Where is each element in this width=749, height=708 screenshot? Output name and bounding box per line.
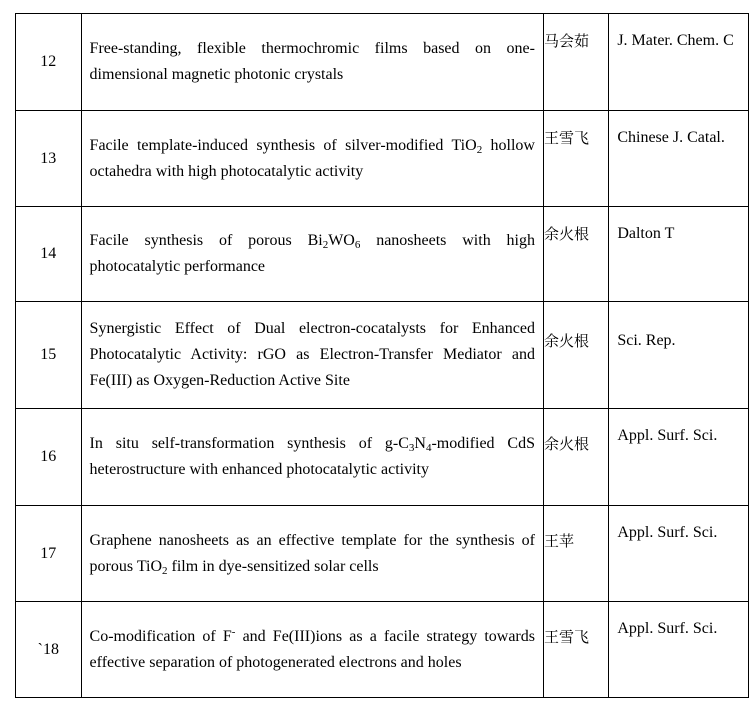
row-number: 12	[16, 14, 82, 111]
subscript: 4	[425, 442, 432, 454]
paper-title	[81, 602, 543, 698]
title-segment: N	[414, 435, 426, 452]
table-row	[16, 602, 749, 698]
table-row	[16, 14, 749, 111]
paper-title	[81, 207, 543, 302]
title-segment: Co-modification of F	[89, 627, 232, 645]
row-number: 17	[16, 506, 82, 602]
author-name	[543, 409, 608, 506]
journal-name	[609, 602, 749, 698]
journal-name	[609, 207, 749, 302]
subscript: 2	[162, 564, 168, 577]
title-segment: nanosheets with high photocatalytic performance	[89, 232, 535, 275]
title-segment: and Fe(III)ions as a facile strategy towards effective separation of photogenerated electrons and holes	[89, 627, 535, 671]
paper-title-text	[90, 133, 535, 185]
table-row	[16, 207, 749, 302]
journal-name	[609, 111, 749, 207]
paper-title	[81, 409, 543, 506]
row-number: 16	[16, 409, 82, 506]
row-number: 13	[16, 111, 82, 207]
title-segment: WO	[328, 232, 355, 249]
author-name	[543, 207, 608, 302]
journal-name-text: Dalton T	[617, 225, 675, 242]
paper-title	[81, 302, 543, 409]
journal-name-text: Sci. Rep.	[617, 332, 676, 349]
paper-title-text	[90, 228, 535, 280]
author-name-text: 余火根	[543, 332, 589, 350]
subscript: 2	[322, 239, 329, 251]
subscript: 3	[408, 442, 415, 454]
author-name-text: 余火根	[543, 225, 589, 243]
paper-title-text	[90, 528, 535, 580]
superscript: -	[231, 625, 236, 638]
journal-name-text: Chinese J. Catal.	[617, 129, 725, 146]
author-name-text: 王雪飞	[543, 628, 589, 646]
author-name	[543, 506, 608, 602]
title-segment: hollow octahedra with high photocatalytic activity	[89, 136, 535, 180]
journal-name	[609, 409, 749, 506]
title-segment: -modified CdS heterostructure with enhanced photocatalytic activity	[89, 435, 535, 478]
paper-title-text	[90, 624, 535, 676]
table-row	[16, 409, 749, 506]
publication-table	[15, 13, 749, 698]
author-name	[543, 111, 608, 207]
journal-name-text: Appl. Surf. Sci.	[617, 524, 718, 541]
author-name	[543, 602, 608, 698]
row-number: `18	[16, 602, 82, 698]
journal-name	[609, 14, 749, 111]
row-number: 14	[16, 207, 82, 302]
title-segment: film in dye-sensitized solar cells	[167, 557, 379, 575]
subscript: 6	[354, 239, 361, 251]
subscript: 2	[476, 143, 483, 156]
author-name-text: 王雪飞	[543, 129, 589, 147]
paper-title	[81, 506, 543, 602]
title-segment: Facile synthesis of porous Bi	[89, 232, 323, 249]
title-segment: Facile template-induced synthesis of silver-modified TiO	[89, 136, 477, 154]
journal-name-text: J. Mater. Chem. C	[617, 32, 734, 49]
author-name-text: 王苹	[543, 532, 574, 550]
author-name-text: 马会茹	[543, 32, 589, 50]
journal-name	[609, 302, 749, 409]
paper-title	[81, 14, 543, 111]
author-name-text: 余火根	[543, 435, 589, 453]
table-row	[16, 506, 749, 602]
table-row	[16, 302, 749, 409]
journal-name	[609, 506, 749, 602]
title-segment: Graphene nanosheets as an effective template for the synthesis of porous TiO	[89, 531, 535, 575]
table-row	[16, 111, 749, 207]
author-name	[543, 14, 608, 111]
author-name	[543, 302, 608, 409]
title-segment: In situ self-transformation synthesis of g-C	[89, 435, 409, 452]
paper-title-text: Free-standing, flexible thermochromic films based on one-dimensional magnetic photonic crystals	[89, 40, 535, 83]
paper-title	[81, 111, 543, 207]
row-number: 15	[16, 302, 82, 409]
paper-title-text: Synergistic Effect of Dual electron-cocatalysts for Enhanced Photocatalytic Activity: rGO as Electron-Transfer Mediator and Fe(III) as Oxygen-Reduction Active Site	[89, 320, 535, 389]
paper-title-text	[90, 431, 535, 483]
journal-name-text: Appl. Surf. Sci.	[617, 620, 718, 637]
journal-name-text: Appl. Surf. Sci.	[617, 427, 718, 444]
